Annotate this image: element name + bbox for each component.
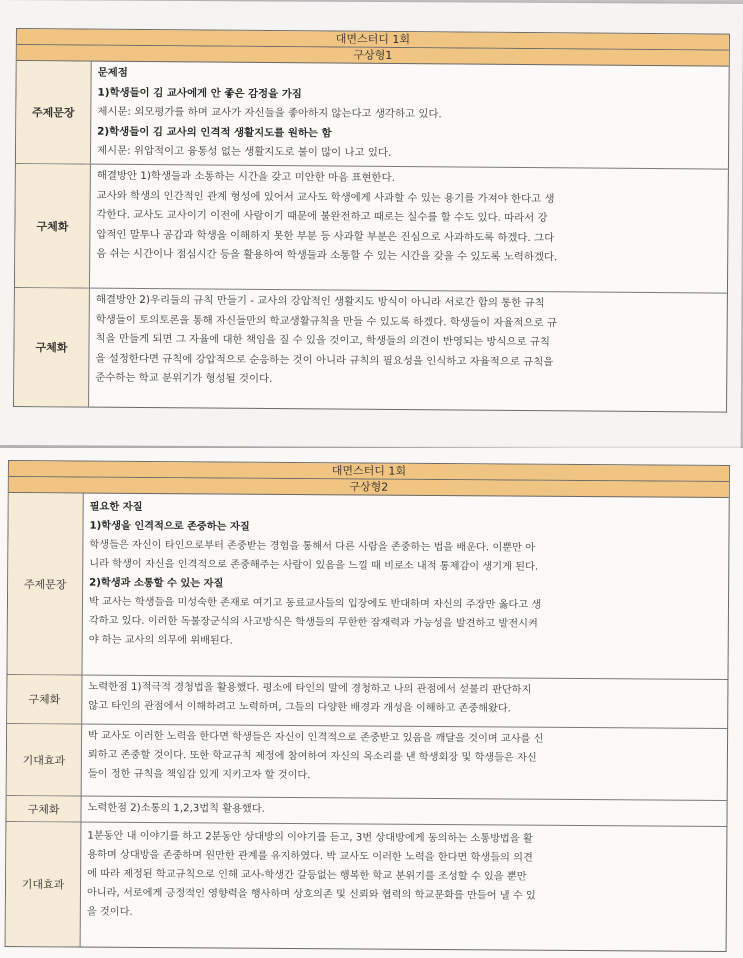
row-content [82, 676, 727, 729]
content-line: 학생들이 토의토론을 통해 자신들만의 학교생활규칙을 만들 수 있도록 하겠다. 학생들이 자율적으로 규 [95, 313, 557, 329]
content-line: 야 하는 교사의 의무에 위배된다. [88, 634, 233, 647]
row-label: 기대효과 [6, 822, 82, 947]
content-line: 필요한 자질 [89, 501, 143, 513]
content-line: 박 교사도 이러한 노력을 한다면 학생들은 자신이 인격적으로 존중받고 있음을 깨달을 것이며 교사를 신 [88, 730, 544, 745]
content-line: 학생들은 자신이 타인으로부터 존중받는 경험을 통해서 다른 사람을 존중하는 법을 배운다. 이뿐만 아 [89, 539, 536, 554]
effort-row [7, 675, 727, 729]
content-line: 을 설정한다면 규칙에 강압적으로 순응하는 것이 아니라 규칙의 필요성을 인식하고 자율적으로 규칙을 [95, 352, 554, 368]
content-line: 1분동안 내 이야기를 하고 2분동안 상대방의 이야기를 듣고, 3번 상대방에게 동의하는 소통방법을 활 [87, 830, 533, 845]
row-label: 주제문장 [16, 61, 92, 164]
effect-row [7, 724, 727, 801]
row-content [81, 797, 726, 827]
row-content [91, 62, 729, 169]
row-label: 구체화 [15, 164, 91, 288]
content-line: 칙을 만들게 되면 그 자율에 대한 책임을 질 수 있을 것이고, 학생들의 의견이 반영되는 방식으로 규칙 [95, 332, 550, 349]
content-line: 아니라, 서로에게 긍정적인 영향력을 행사하며 상호의존 및 신뢰와 협력의 학교문화를 만들어 낼 수 있 [86, 887, 536, 902]
content-line: 해결방안 2)우리들의 규칙 만들기 - 교사의 강압적인 생활지도 방식이 아니라 서로간 합의 통한 규칙 [95, 293, 545, 310]
content-line: 노력한점 1)적극적 경청법을 활용했다. 평소에 타인의 말에 경청하고 나의 관점에서 섣불리 판단하지 [88, 681, 532, 696]
content-line: 1)학생들이 김 교사에게 안 좋은 감정을 가짐 [97, 86, 302, 100]
card-title: 대면스터디 1회 [17, 29, 729, 51]
content-line: 준수하는 학교 분위기가 형성될 것이다. [95, 371, 273, 386]
effect-row [6, 822, 727, 951]
content-line: 뢰하고 존중할 것이다. 또한 학교규칙 제정에 참여하여 자신의 목소리를 낸 학생회장 및 학생들은 자신 [87, 749, 537, 764]
content-line: 음 쉬는 시간이나 점심시간 등을 활용하여 학생들과 소통할 수 있는 시간을 갖을 수 있도록 노력하겠다. [96, 247, 558, 264]
content-line: 들이 정한 규칙을 책임감 있게 지키고자 할 것이다. [87, 768, 311, 782]
content-line: 2)학생과 소통할 수 있는 자질 [89, 577, 224, 590]
content-line: 제시문: 외모평가를 하며 교사가 자신들을 좋아하지 않는다고 생각하고 있다. [97, 105, 442, 121]
content-line: 에 따라 제정된 학교규칙으로 인해 교사-학생간 갈등없는 행복한 학교 분위기를 조성할 수 있을 뿐만 [87, 868, 527, 883]
card-title: 대면스터디 1회 [9, 461, 729, 482]
content-line: 용하며 상대방을 존중하며 원만한 관계를 유지하였다. 박 교사도 이러한 노력을 한다면 학생들의 의견 [87, 849, 533, 864]
row-content [89, 289, 727, 412]
content-line: 문제점 [97, 66, 128, 79]
content-line: 각한다. 교사도 교사이기 이전에 사람이기 때문에 불완전하고 때로는 실수를 할 수도 있다. 따라서 강 [96, 208, 548, 225]
content-line: 해결방안 1)학생들과 소통하는 시간을 갖고 미안한 마음 표현한다. [96, 169, 395, 184]
content-line: 1)학생을 인격적으로 존중하는 자질 [89, 520, 250, 533]
row-label: 구체화 [14, 288, 90, 407]
card-subtitle: 구상형2 [9, 477, 729, 498]
content-line: 제시문: 위압적이고 융통성 없는 생활지도로 불이 많이 나고 있다. [96, 144, 392, 159]
row-label: 주제문장 [8, 493, 84, 675]
card-subtitle: 구상형1 [17, 45, 729, 67]
content-line: 2)학생들이 김 교사의 인격적 생활지도를 원하는 함 [97, 125, 332, 139]
detail-row [14, 288, 727, 412]
content-line: 압적인 말투나 공감과 학생을 이해하지 못한 부분 등 사과할 부분은 진심으로 사과하도록 하겠다. 그다 [96, 228, 555, 244]
topic-row [7, 493, 728, 680]
row-content [83, 494, 729, 679]
study-card-2 [5, 460, 730, 952]
content-line: 박 교사는 학생들을 미성숙한 존재로 여기고 동료교사들의 입장에도 반대하며 자신의 주장만 옳다고 생 [88, 596, 542, 611]
content-line: 을 것이다. [86, 906, 133, 918]
study-card-1 [13, 28, 730, 413]
row-label: 기대효과 [7, 724, 82, 796]
content-line: 노력한점 2)소통의 1,2,3법칙 활용했다. [87, 802, 265, 815]
row-content [82, 725, 727, 801]
content-line: 각하고 있다. 이러한 독불장군식의 사고방식은 학생들의 무한한 잠재력과 가능성을 발견하고 발전시켜 [88, 615, 538, 630]
row-label: 구체화 [6, 796, 81, 822]
topic-row [16, 61, 729, 170]
row-content [90, 165, 728, 293]
content-line: 교사와 학생의 인간적인 관계 형성에 있어서 교사도 학생에게 사과할 수 있는 용기를 가져야 한다고 생 [96, 189, 555, 205]
row-content [81, 823, 727, 951]
detail-row [15, 164, 728, 294]
row-label: 구체화 [7, 675, 82, 724]
content-line: 않고 타인의 관점에서 이해하려고 노력하며, 그들의 다양한 배경과 개성을 이해하고 존중해왔다. [88, 700, 511, 715]
content-line: 니라 학생이 자신을 인격적으로 존중해주는 사람이 있음을 느낄 때 비로소 내적 통제감이 생기게 된다. [89, 558, 539, 573]
